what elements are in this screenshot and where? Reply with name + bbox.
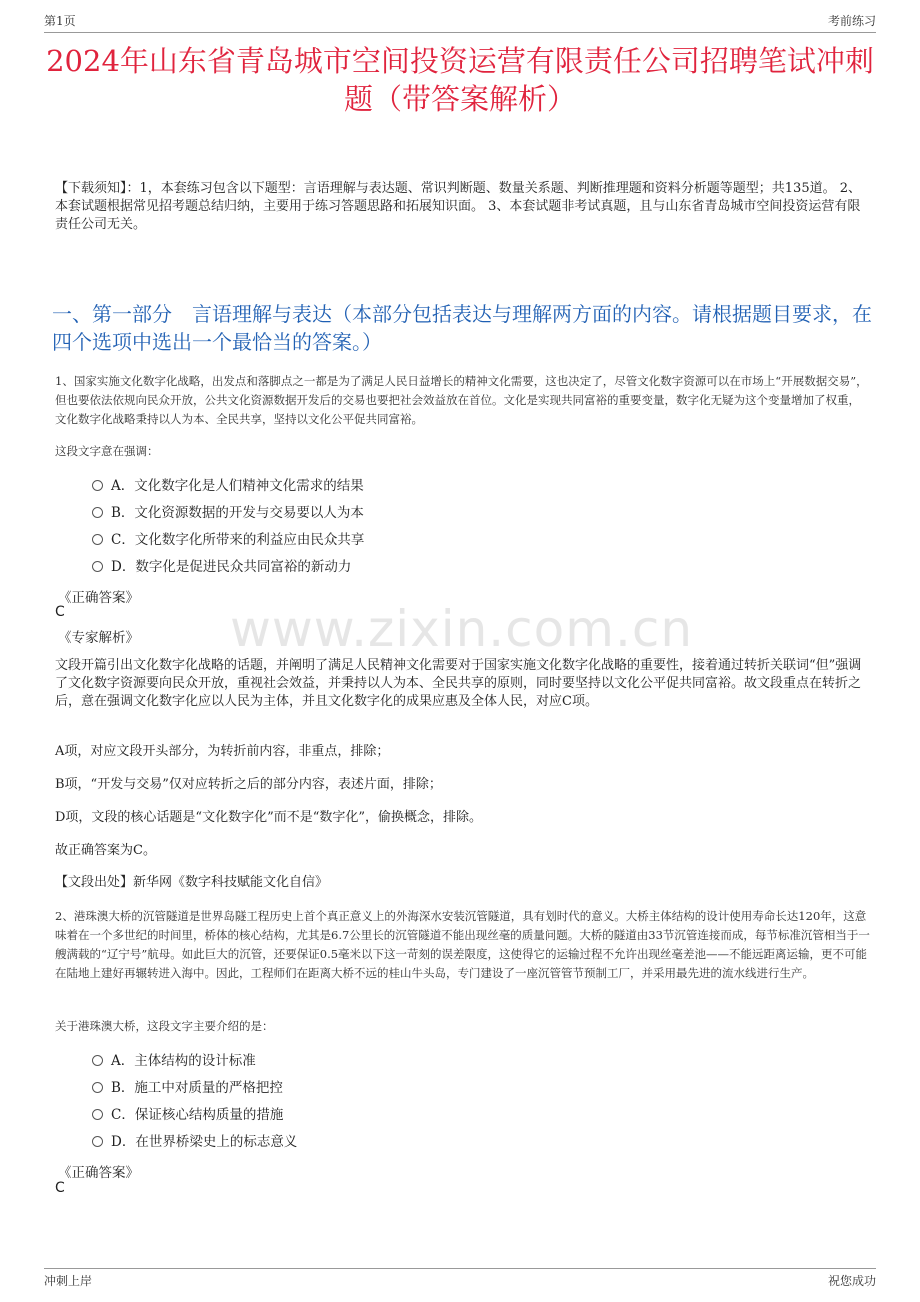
section-heading: 一、第一部分 言语理解与表达（本部分包括表达与理解两方面的内容。请根据题目要求，在四个选项中选出一个最恰当的答案。） [52,302,872,354]
q1-answer: C [55,604,65,620]
radio-icon[interactable] [92,561,103,572]
question-1-text: 1、国家实施文化数字化战略，出发点和落脚点之一都是为了满足人民日益增长的精神文化需要，这也决定了，尽管文化数字资源可以在市场上“开展数据交易”，但也要依法依规向民众开放，公共文化资源数据开发后的交易也要把社会效益放在首位。文化是实现共同富裕的重要变量，数字化无疑为这个变量增加了权重，文化数字化战略秉持以人为本、全民共享，坚持以文化公平促共同富裕。 [55,374,868,426]
document-title: 2024年山东省青岛城市空间投资运营有限责任公司招聘笔试冲刺题（带答案解析） [46,44,874,116]
page-number: 第1页 [44,14,76,28]
radio-icon[interactable] [92,1055,103,1066]
radio-icon[interactable] [92,1082,103,1093]
footer-left: 冲刺上岸 [44,1274,93,1288]
q1-analysis: 文段开篇引出文化数字化战略的话题，并阐明了满足人民精神文化需要对于国家实施文化数字化战略的重要性，接着通过转折关联词“但”强调了文化数字资源要向民众开放，重视社会效益，并秉持以人为本、全民共享的原则，同时要坚持以文化公平促共同富裕。故文段重点在转折之后，意在强调文化数字化应以人民为主体，并且文化数字化的成果应惠及全体人民，对应C项。 [55,658,862,709]
q1-analysis-a: A项，对应文段开头部分，为转折前内容，非重点，排除； [55,744,390,759]
header-divider [44,32,876,33]
q2-option-b[interactable]: B．施工中对质量的严格把控 [92,1078,283,1098]
q2-option-c[interactable]: C．保证核心结构质量的措施 [92,1105,283,1125]
download-notice: 【下载须知】：1，本套练习包含以下题型：言语理解与表达题、常识判断题、数量关系题、判断推理题和资料分析题等题型；共135道。 2、本套试题根据常见招考题总结归纳，主要用于练习答题思路和拓展知识面。 3、本套试题非考试真题，且与山东省青岛城市空间投资运营有限责任公司无关。 [55,181,861,232]
q2-answer-label: 《正确答案》 [58,1165,139,1181]
q1-option-b[interactable]: B．文化资源数据的开发与交易要以人为本 [92,503,364,523]
radio-icon[interactable] [92,534,103,545]
radio-icon[interactable] [92,480,103,491]
watermark: www.zixin.com.cn [230,600,694,658]
radio-icon[interactable] [92,1109,103,1120]
q1-answer-label: 《正确答案》 [58,590,139,606]
radio-icon[interactable] [92,507,103,518]
q2-option-a[interactable]: A．主体结构的设计标准 [92,1051,256,1071]
q1-option-c[interactable]: C．文化数字化所带来的利益应由民众共享 [92,530,364,550]
q1-option-d[interactable]: D．数字化是促进民众共同富裕的新动力 [92,557,351,577]
q1-analysis-label: 《专家解析》 [58,630,139,646]
q1-analysis-b: B项，“开发与交易”仅对应转折之后的部分内容，表述片面，排除； [55,777,442,792]
question-2-prompt: 关于港珠澳大桥，这段文字主要介绍的是： [55,1019,274,1033]
q2-answer: C [55,1180,65,1196]
radio-icon[interactable] [92,1136,103,1147]
question-2-text: 2、港珠澳大桥的沉管隧道是世界岛隧工程历史上首个真正意义上的外海深水安装沉管隧道，具有划时代的意义。大桥主体结构的设计使用寿命长达120年，这意味着在一个多世纪的时间里，桥体的核心结构，尤其是6.7公里长的沉管隧道不能出现丝毫的质量问题。大桥的隧道由33节沉管连接而成，每节标准沉管相当于一艘满载的“辽宁号”航母。如此巨大的沉管，还要保证0.5毫米以下这一苛刻的误差限度，这使得它的运输过程不允许出现丝毫差池——不能远距离运输，更不可能在陆地上建好再辗转进入海中。因此，工程师们在距离大桥不远的桂山牛头岛，专门建设了一座沉管管节预制工厂，并采用最先进的流水线进行生产。 [55,909,870,980]
q1-analysis-d: D项，文段的核心话题是“文化数字化”而不是“数字化”，偷换概念，排除。 [55,810,483,825]
q2-option-d[interactable]: D．在世界桥梁史上的标志意义 [92,1132,297,1152]
footer-right: 祝您成功 [827,1274,876,1288]
q1-conclusion: 故正确答案为C。 [55,843,156,858]
question-1-prompt: 这段文字意在强调： [55,444,159,458]
q1-option-a[interactable]: A．文化数字化是人们精神文化需求的结果 [92,476,364,496]
q1-source: 【文段出处】新华网《数字科技赋能文化自信》 [55,875,329,890]
header-label: 考前练习 [827,14,876,28]
footer-divider [44,1268,876,1269]
